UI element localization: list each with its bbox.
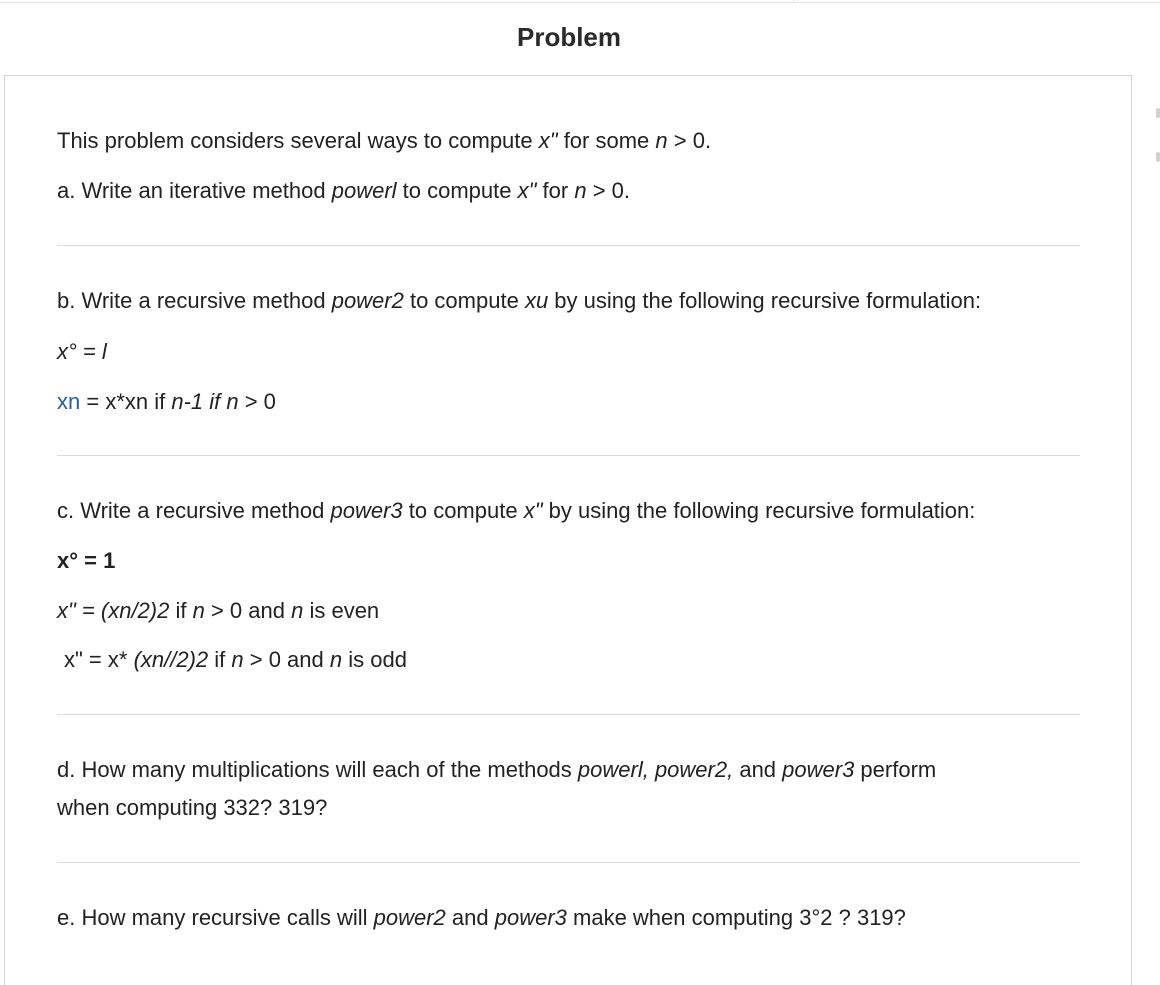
divider-3 (57, 714, 1080, 715)
part-a-n: n (574, 178, 587, 203)
part-a-x: x" (517, 178, 537, 203)
part-e-t2: and (445, 905, 495, 930)
part-b-rec-xn: xn (57, 389, 81, 414)
part-d-method3: power3 (782, 757, 855, 782)
part-c-x: x" (523, 498, 543, 523)
part-c-odd-lhs: x" = x* (64, 647, 134, 672)
part-c-odd-n2: n (329, 647, 343, 672)
part-e-method3: power3 (494, 905, 567, 930)
part-c-base-formula: x° = 1 (57, 548, 116, 573)
part-c-base (57, 547, 115, 575)
part-d-t2: and (733, 757, 783, 782)
part-b-rec-t2: > 0 (238, 389, 276, 414)
part-c-even-t3: is even (303, 598, 380, 623)
part-c-odd-t3: is odd (342, 647, 407, 672)
part-d-t3: perform (854, 757, 937, 782)
part-c-text (57, 497, 975, 525)
part-c-even-t1: if (169, 598, 193, 623)
intro-x: x" (538, 128, 558, 153)
part-a-t1: a. Write an iterative method (57, 178, 332, 203)
part-b-base (57, 338, 107, 366)
part-e-method2: power2 (373, 905, 446, 930)
edge-mark-1 (1156, 108, 1160, 118)
edge-mark-2 (1156, 152, 1160, 162)
part-c-t3: by using the following recursive formulation: (542, 498, 976, 523)
part-d-methods: powerl, power2, (577, 757, 734, 782)
part-c-odd-expr: (xn//2)2 (133, 647, 209, 672)
intro-t2: for some (557, 128, 656, 153)
part-c-even-t2: > 0 and (204, 598, 292, 623)
part-b-xu: xu (524, 288, 549, 313)
top-rule (0, 2, 1160, 3)
part-c-even-lhs: x" = (xn/2)2 (57, 598, 170, 623)
part-b-t2: to compute (403, 288, 525, 313)
part-e-t3: make when computing 3°2 ? 319? (566, 905, 906, 930)
part-a-t4: > 0. (586, 178, 631, 203)
part-c-even (57, 597, 379, 625)
intro-n: n (655, 128, 668, 153)
part-c-method: power3 (330, 498, 403, 523)
part-c-t1: c. Write a recursive method (57, 498, 331, 523)
part-d-t4: when computing 332? 319? (57, 795, 328, 820)
part-a-text (57, 177, 630, 205)
intro-text (57, 127, 711, 155)
part-a-t2: to compute (396, 178, 518, 203)
part-e-t1: e. How many recursive calls will (57, 905, 374, 930)
part-c-odd-t2: > 0 and (243, 647, 330, 672)
part-b-method: power2 (331, 288, 404, 313)
part-b-rec-n1: n-1 if n (171, 389, 239, 414)
part-b-text (57, 287, 981, 315)
part-b-rec-t1: = x*xn if (80, 389, 172, 414)
part-c-odd (64, 646, 407, 674)
intro-t1: This problem considers several ways to compute (57, 128, 539, 153)
part-b-base-formula: x° = l (57, 339, 107, 364)
part-d-t1: d. How many multiplications will each of the methods (57, 757, 578, 782)
divider-1 (57, 245, 1080, 246)
part-c-odd-n1: n (231, 647, 244, 672)
part-c-odd-t1: if (208, 647, 232, 672)
divider-2 (57, 455, 1080, 456)
part-c-even-n1: n (192, 598, 205, 623)
problem-card (4, 75, 1132, 985)
part-a-method: powerl (331, 178, 397, 203)
divider-4 (57, 862, 1080, 863)
part-c-even-n2: n (291, 598, 304, 623)
part-b-recursive (57, 388, 276, 416)
part-e-text (57, 904, 906, 932)
part-b-t1: b. Write a recursive method (57, 288, 332, 313)
top-tick (793, 0, 794, 3)
part-b-t3: by using the following recursive formulation: (548, 288, 982, 313)
part-d-text (57, 751, 1057, 827)
page-title: Problem (516, 22, 622, 52)
intro-t3: > 0. (667, 128, 712, 153)
part-a-t3: for (536, 178, 575, 203)
part-c-t2: to compute (402, 498, 524, 523)
